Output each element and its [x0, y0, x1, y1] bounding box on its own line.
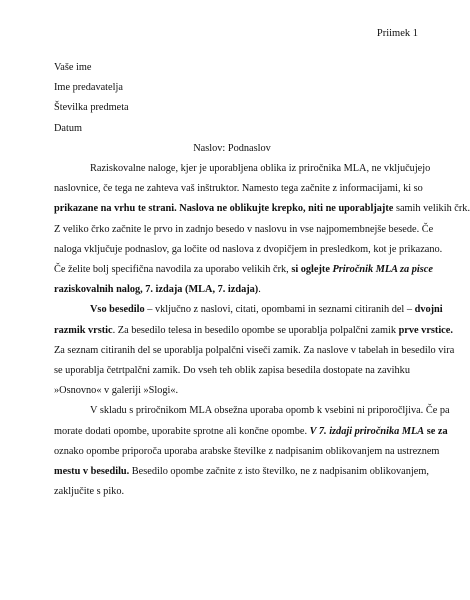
paragraph-1	[54, 159, 470, 300]
p1-line-6-a: Če želite bolj specifična navodila za uporabo velikih črk,	[54, 264, 292, 276]
p2-line-1	[54, 300, 443, 320]
mla-edition-italic: V 7. izdaji priročnika MLA	[309, 425, 425, 437]
course-number: Številka predmeta	[54, 102, 129, 114]
p1-bold-1: prikazane na vrhu te strani.	[54, 203, 177, 215]
p3-line-4	[54, 462, 429, 482]
student-name: Vaše ime	[54, 62, 92, 73]
p2-line-2	[54, 321, 453, 341]
p2-bold-1: Vso besedilo	[90, 304, 145, 316]
p1-line-7-end: .	[258, 284, 261, 296]
p2-line-1-rest: – vključno z naslovi, citati, opombami in seznami citiranih del –	[144, 304, 415, 316]
p3-line-2	[54, 422, 448, 442]
p1-line-3	[54, 199, 470, 219]
p2-bold-3: razmik vrstic	[54, 324, 113, 336]
running-head: Priimek 1	[376, 28, 418, 39]
p1-line-4: Z veliko črko začnite le prvo in zadnjo besedo v naslovu in vse najpomembnejše besede. Če	[54, 223, 434, 235]
paragraph-3	[54, 401, 450, 502]
p2-line-3: Za seznam citiranih del se uporablja polpalčni viseči zamik. Za naslove v tabelah in besedilo vira	[54, 344, 455, 356]
p1-line-3-rest: samih velikih črk.	[393, 203, 470, 215]
p2-bold-2: dvojni	[414, 304, 443, 316]
p1-line-5: naloga vključuje podnaslov, ga ločite od naslova z dvopičjem in presledkom, kot je prikazano.	[54, 243, 443, 255]
p2-line-2-rest: . Za besedilo telesa in besedilo opombe se uporablja polpalčni zamik	[112, 324, 399, 336]
p3-line-2-bold: se za	[424, 425, 448, 437]
p3-line-3: oznako opombe priporoča uporaba arabske številke z nadpisanim oblikovanjem na ustreznem	[54, 445, 440, 457]
instructor-name: Ime predavatelja	[54, 82, 123, 94]
document-body	[54, 58, 470, 502]
p2-line-5: »Osnovno« v galeriji »Slogi«.	[54, 385, 179, 397]
p3-line-5: zaključite s piko.	[54, 486, 125, 498]
mla-handbook-title: Priročnik MLA za pisce	[332, 264, 433, 276]
p1-bold-2: Naslova ne oblikujte krepko, niti ne uporabljajte	[179, 203, 394, 215]
p3-bold-1: mestu v besedilu.	[54, 466, 130, 478]
p2-line-4: se uporablja četrtpalčni zamik. Do vseh teh oblik zapisa besedila dostopate na zavihku	[54, 365, 410, 377]
p3-line-2-a: morate dodati opombe, uporabite sprotne ali končne opombe.	[54, 425, 310, 437]
date: Datum	[54, 122, 83, 134]
p1-line-6	[54, 260, 433, 280]
p1-line-1: Raziskovalne naloge, kjer je uporabljena oblika iz priročnika MLA, ne vključujejo	[90, 163, 431, 175]
p2-bold-4: prve vrstice.	[398, 324, 453, 336]
p1-line-6-bold: si oglejte	[291, 264, 333, 276]
p3-line-1: V skladu s priročnikom MLA obsežna uporaba opomb k vsebini ni priporočljiva. Če pa	[90, 405, 450, 417]
p1-line-7	[54, 280, 410, 300]
p3-line-4-rest: Besedilo opombe začnite z isto številko, ne z nadpisanim oblikovanjem,	[129, 466, 429, 478]
paragraph-2	[54, 300, 455, 401]
p1-line-7-bold: raziskovalnih nalog, 7. izdaja (MLA, 7. izdaja)	[54, 284, 259, 296]
p1-line-2: naslovnice, če tega ne zahteva vaš inštruktor. Namesto tega začnite z informacijami, ki so	[54, 183, 423, 195]
paper-title: Naslov: Podnaslov	[193, 142, 271, 154]
